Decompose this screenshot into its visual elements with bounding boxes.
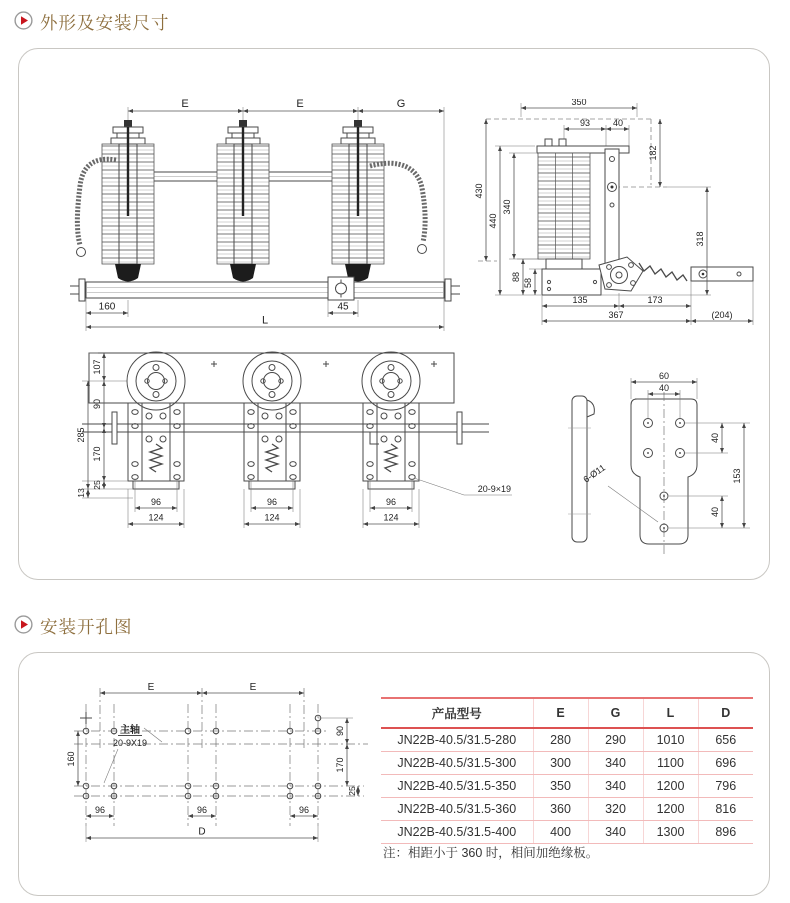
table-row [381, 775, 753, 798]
insulator-phase-2 [217, 120, 269, 291]
table-header-cell: E [533, 698, 588, 728]
dim-label: 96 [150, 497, 162, 507]
dim-label: 135 [572, 295, 588, 305]
table-header-cell: D [698, 698, 753, 728]
dim-label: 25 [347, 786, 357, 796]
dim-label: 285 [76, 427, 86, 443]
main-shaft-label: 主轴 [120, 725, 140, 736]
table-note: 注：相距小于 360 时，相间加绝缘板。 [383, 846, 599, 860]
dim-label: 367 [608, 310, 624, 320]
front-view-bottom-dimensions [86, 298, 444, 331]
dim-label: 124 [383, 512, 399, 523]
dim-label: E [147, 682, 155, 693]
dim-label: 160 [66, 751, 76, 767]
dim-label: 45 [337, 301, 349, 313]
dim-label: 88 [511, 271, 521, 283]
dim-label: 40 [710, 506, 720, 518]
dim-label: 440 [488, 213, 498, 229]
table-cell: 320 [588, 798, 643, 821]
hole-spec-label: 20-9×19 [477, 484, 511, 494]
dim-label: 13 [76, 488, 86, 498]
dim-label: (204) [711, 310, 733, 320]
table-cell: JN22B-40.5/31.5-280 [381, 728, 533, 752]
hole-spec-label: 6-Ø11 [581, 462, 608, 485]
table-cell: 796 [698, 775, 753, 798]
insulator-phase-1 [102, 120, 154, 291]
hole-spec-label: 20-9X19 [112, 738, 148, 748]
table-cell: 400 [533, 821, 588, 844]
hole-diagram-dimensions [66, 682, 358, 842]
dim-label: 350 [571, 99, 587, 107]
table-cell: 340 [588, 775, 643, 798]
section-header-outline [14, 10, 170, 35]
plan-view-left-dimensions [76, 353, 133, 498]
play-icon [14, 11, 33, 35]
table-cell: 656 [698, 728, 753, 752]
table-cell: JN22B-40.5/31.5-300 [381, 752, 533, 775]
table-cell: 340 [588, 821, 643, 844]
dim-label: 40 [710, 432, 720, 444]
dim-label: 182 [648, 145, 658, 161]
table-cell: 290 [588, 728, 643, 752]
dim-label: 340 [502, 199, 512, 215]
dim-label: 40 [658, 383, 670, 393]
table-header-row [381, 698, 753, 728]
install-panel [18, 652, 770, 896]
table-cell: 896 [698, 821, 753, 844]
dim-label: 124 [264, 512, 280, 523]
table-cell: JN22B-40.5/31.5-400 [381, 821, 533, 844]
dim-label: 107 [92, 359, 102, 375]
dim-label: 96 [94, 805, 106, 815]
dim-label: 160 [98, 301, 116, 313]
table-cell: JN22B-40.5/31.5-360 [381, 798, 533, 821]
table-cell: 280 [533, 728, 588, 752]
side-view-drawing [459, 99, 769, 339]
dim-label: 96 [196, 805, 208, 815]
section-title-outline: 外形及安装尺寸 [40, 13, 170, 33]
side-view-parts [537, 139, 753, 295]
front-view-drawing [56, 96, 466, 336]
dim-label: E [181, 98, 189, 110]
spring [639, 263, 687, 281]
table-row [381, 821, 753, 844]
table-cell: 1010 [643, 728, 698, 752]
table-row [381, 728, 753, 752]
insulator-phase-3 [332, 120, 384, 291]
bracket-front-profile [631, 392, 697, 554]
bearing-assembly-2 [243, 352, 301, 489]
dim-label: G [396, 98, 406, 110]
dim-label: 124 [148, 512, 164, 523]
table-cell: 816 [698, 798, 753, 821]
plan-view-bottom-dimensions [128, 478, 512, 528]
bracket-detail-drawing [536, 364, 766, 564]
table-row [381, 798, 753, 821]
dim-label: 173 [647, 295, 663, 305]
dim-label: 170 [92, 446, 102, 462]
table-row [381, 752, 753, 775]
plan-view-drawing [64, 336, 514, 571]
table-cell: 360 [533, 798, 588, 821]
section-header-install [14, 614, 133, 639]
table-header-cell: L [643, 698, 698, 728]
bracket-dimensions [581, 371, 750, 528]
hole-diagram-drawing [66, 676, 376, 866]
dim-label: 93 [579, 118, 591, 128]
table-header-cell: G [588, 698, 643, 728]
dim-label: 25 [92, 480, 102, 490]
dim-label: 90 [335, 725, 345, 737]
dim-label: 430 [474, 183, 484, 199]
table-cell: 300 [533, 752, 588, 775]
dim-label: 170 [335, 757, 345, 773]
table-cell: JN22B-40.5/31.5-350 [381, 775, 533, 798]
dim-label: D [198, 826, 206, 838]
dim-label: 58 [523, 277, 533, 289]
table-cell: 696 [698, 752, 753, 775]
dim-label: 318 [695, 231, 705, 247]
dim-label: L [261, 314, 269, 327]
dim-label: 153 [732, 468, 742, 484]
outline-panel [18, 48, 770, 580]
table-cell: 1300 [643, 821, 698, 844]
bearing-assembly-1 [127, 352, 185, 489]
table-cell: 1200 [643, 775, 698, 798]
dim-label: 40 [612, 118, 624, 128]
table-cell: 1200 [643, 798, 698, 821]
dim-label: 96 [266, 497, 278, 507]
side-view-left-dimensions [474, 119, 544, 295]
section-title-install: 安装开孔图 [40, 617, 133, 637]
table-cell: 1100 [643, 752, 698, 775]
dim-label: E [296, 98, 304, 110]
dim-label: 60 [658, 371, 670, 381]
dim-label: E [249, 682, 257, 693]
construction-lines [74, 688, 368, 826]
table-cell: 340 [588, 752, 643, 775]
table-cell: 350 [533, 775, 588, 798]
dim-label: 96 [298, 805, 310, 815]
table-header-cell: 产品型号 [381, 698, 533, 728]
dim-label: 96 [385, 497, 397, 507]
play-icon [14, 615, 33, 639]
dim-label: 90 [92, 398, 102, 410]
bearing-assembly-3 [362, 352, 420, 489]
spec-table [381, 697, 753, 844]
